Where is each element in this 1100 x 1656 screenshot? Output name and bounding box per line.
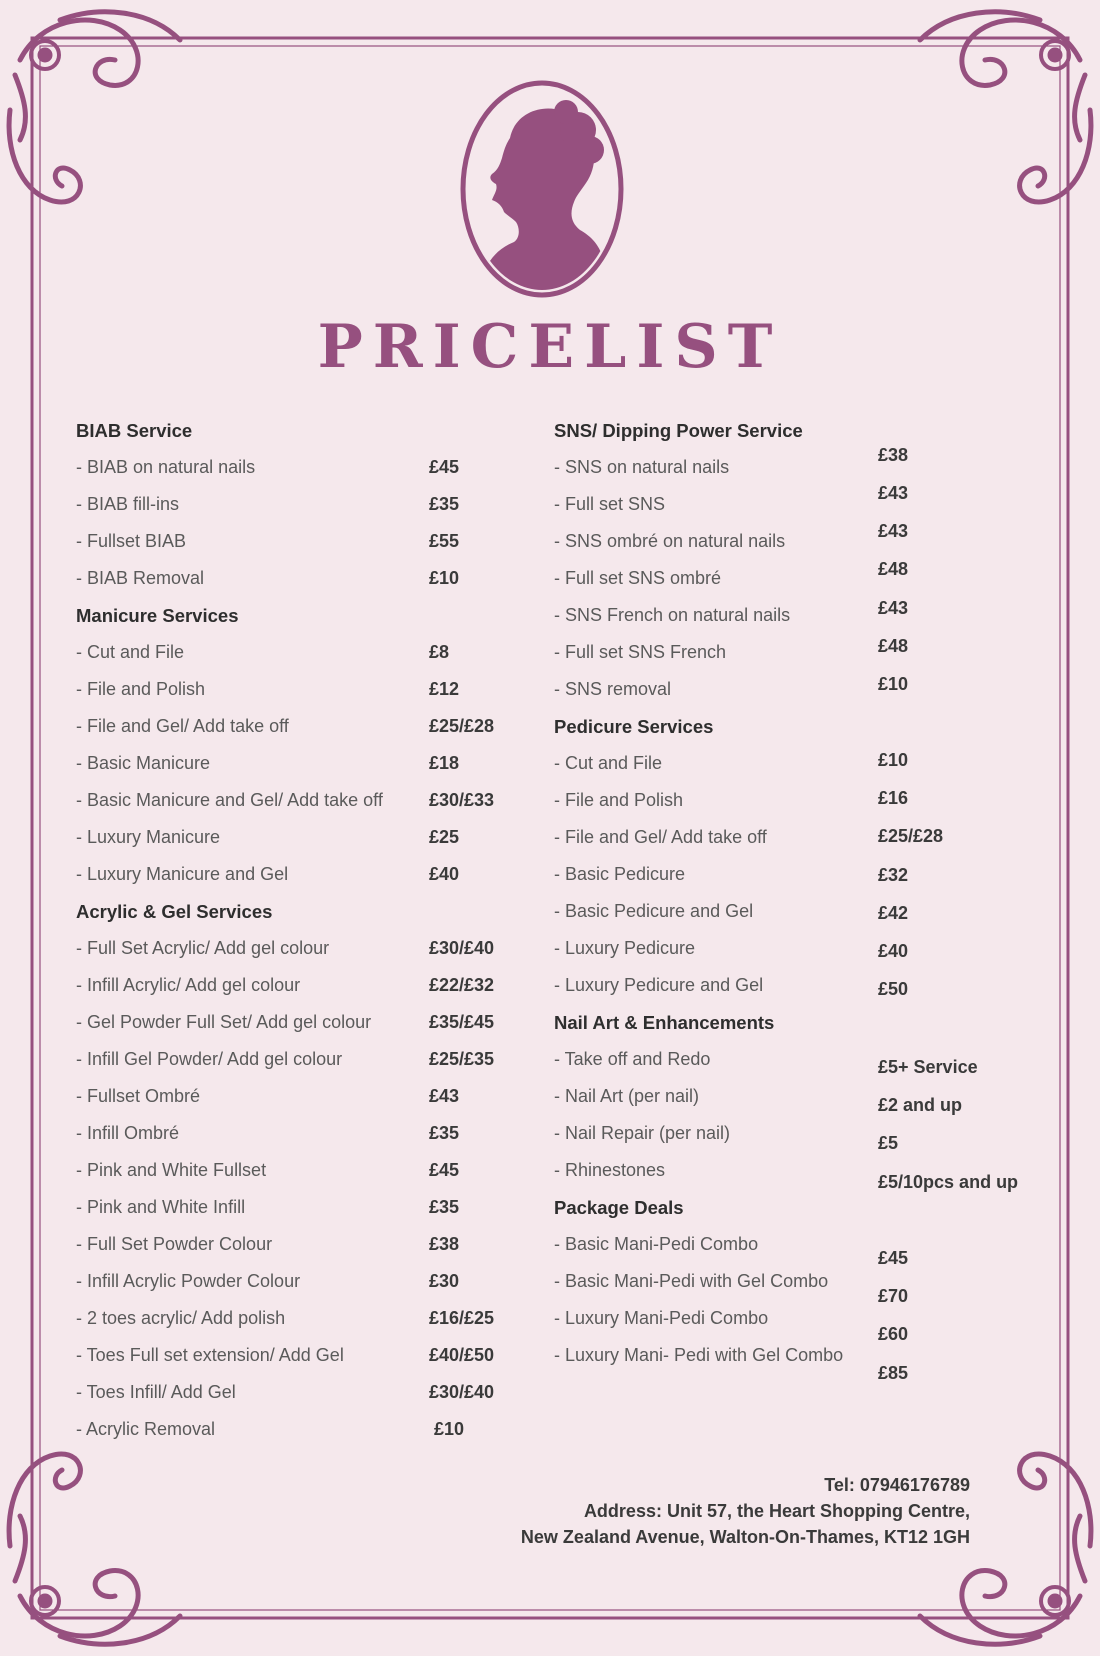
list-item <box>76 1152 516 1189</box>
list-item: - SNS ombré on natural nails <box>554 531 786 551</box>
item-price: £30/£40 <box>429 1382 495 1402</box>
item-name: - Luxury Manicure <box>76 827 221 847</box>
item-price: £10 <box>878 674 909 694</box>
item-name: - Fullset BIAB <box>76 531 187 551</box>
item-price: £45 <box>878 1248 909 1268</box>
item-name: - Infill Acrylic Powder Colour <box>76 1271 301 1291</box>
item-name: - Basic Manicure <box>76 753 211 773</box>
phone-number: Tel: 07946176789 <box>824 1475 970 1495</box>
item-price: £50 <box>878 979 909 999</box>
list-item <box>76 708 516 745</box>
section-heading-sns: SNS/ Dipping Power Service <box>554 420 803 441</box>
item-price: £70 <box>878 1286 909 1306</box>
left-column <box>76 412 516 1448</box>
list-item: - Nail Art (per nail) <box>554 1086 700 1106</box>
list-item <box>76 1078 516 1115</box>
item-price: £22/£32 <box>429 975 495 995</box>
item-name: - Fullset Ombré <box>76 1086 201 1106</box>
item-name: - Full Set Powder Colour <box>76 1234 273 1254</box>
list-item <box>76 634 516 671</box>
item-name: - Basic Manicure and Gel/ Add take off <box>76 790 383 810</box>
corner-scroll-top-left <box>9 12 180 202</box>
item-price: £30 <box>429 1271 460 1291</box>
item-name: - Gel Powder Full Set/ Add gel colour <box>76 1012 372 1032</box>
item-name: - Full Set Acrylic/ Add gel colour <box>76 938 330 958</box>
item-name: - File and Gel/ Add take off <box>76 716 289 736</box>
item-price: £16 <box>878 788 909 808</box>
corner-scroll-bottom-left <box>9 1454 180 1644</box>
list-item <box>76 1411 516 1448</box>
list-item <box>76 560 516 597</box>
list-item <box>76 671 516 708</box>
item-price: £38 <box>878 445 909 465</box>
list-item <box>76 449 516 486</box>
contact-block <box>521 1472 970 1550</box>
item-price: £5 <box>878 1133 899 1153</box>
list-item <box>76 1115 516 1152</box>
item-price: £43 <box>429 1086 460 1106</box>
list-item <box>76 1004 516 1041</box>
item-price: £60 <box>878 1324 909 1344</box>
item-price: £25/£28 <box>429 716 495 736</box>
item-name: - Toes Infill/ Add Gel <box>76 1382 236 1402</box>
item-price: £48 <box>878 559 909 579</box>
item-price: £5+ Service <box>878 1057 978 1077</box>
item-price: £43 <box>878 598 909 618</box>
section-heading-biab: BIAB Service <box>76 420 193 441</box>
item-price: £25 <box>429 827 460 847</box>
page-title: PRICELIST <box>317 312 783 382</box>
list-item: - Full set SNS <box>554 494 666 514</box>
item-price: £35/£45 <box>429 1012 495 1032</box>
item-price: £40/£50 <box>429 1345 495 1365</box>
right-column <box>554 412 1054 1374</box>
list-item <box>76 486 516 523</box>
item-name: - BIAB Removal <box>76 568 205 588</box>
item-price: £45 <box>429 1160 460 1180</box>
list-item: - Basic Pedicure <box>554 864 686 884</box>
section-heading-package: Package Deals <box>554 1197 684 1218</box>
item-name: - 2 toes acrylic/ Add polish <box>76 1308 286 1328</box>
item-price: £25/£28 <box>878 826 944 846</box>
item-price: £30/£40 <box>429 938 495 958</box>
item-price: £10 <box>434 1419 465 1439</box>
item-price: £35 <box>429 494 460 514</box>
item-price: £5/10pcs and up <box>878 1172 1019 1192</box>
item-price: £35 <box>429 1123 460 1143</box>
item-name: - Acrylic Removal <box>76 1419 216 1439</box>
item-price: £12 <box>429 679 460 699</box>
item-price: £42 <box>878 903 909 923</box>
item-price: £18 <box>429 753 460 773</box>
list-item: - Basic Pedicure and Gel <box>554 901 754 921</box>
list-item <box>76 1226 516 1263</box>
list-item: - Full set SNS ombré <box>554 568 722 588</box>
list-item: - SNS French on natural nails <box>554 605 791 625</box>
item-price: £55 <box>429 531 460 551</box>
list-item: - Basic Mani-Pedi Combo <box>554 1234 759 1254</box>
item-name: - Luxury Manicure and Gel <box>76 864 289 884</box>
item-price: £32 <box>878 865 909 885</box>
item-price: £10 <box>429 568 460 588</box>
list-item <box>76 856 516 893</box>
section-heading-pedicure: Pedicure Services <box>554 716 714 737</box>
item-name: - BIAB fill-ins <box>76 494 180 514</box>
list-item: - Full set SNS French <box>554 642 727 662</box>
address-line-1: Address: Unit 57, the Heart Shopping Centre, <box>583 1501 970 1521</box>
item-price: £35 <box>429 1197 460 1217</box>
item-name: - BIAB on natural nails <box>76 457 256 477</box>
item-name: - Pink and White Fullset <box>76 1160 267 1180</box>
list-item <box>76 1263 516 1300</box>
item-price: £45 <box>429 457 460 477</box>
item-price: £85 <box>878 1363 909 1383</box>
item-price: £25/£35 <box>429 1049 495 1069</box>
item-price: £10 <box>878 750 909 770</box>
list-item: - Rhinestones <box>554 1160 666 1180</box>
item-price: £43 <box>878 521 909 541</box>
section-heading-manicure: Manicure Services <box>76 605 239 626</box>
list-item: - Luxury Pedicure and Gel <box>554 975 764 995</box>
item-name: - Pink and White Infill <box>76 1197 246 1217</box>
item-name: - Infill Acrylic/ Add gel colour <box>76 975 301 995</box>
list-item: - Take off and Redo <box>554 1049 711 1069</box>
list-item: - File and Polish <box>554 790 684 810</box>
item-name: - Infill Ombré <box>76 1123 180 1143</box>
item-price: £43 <box>878 483 909 503</box>
corner-scroll-top-right <box>920 12 1091 202</box>
list-item <box>76 523 516 560</box>
list-item: - Basic Mani-Pedi with Gel Combo <box>554 1271 829 1291</box>
item-price: £30/£33 <box>429 790 495 810</box>
item-name: - File and Polish <box>76 679 206 699</box>
list-item <box>76 967 516 1004</box>
list-item <box>76 1300 516 1337</box>
section-heading-nail-art: Nail Art & Enhancements <box>554 1012 775 1033</box>
address-line-2: New Zealand Avenue, Walton-On-Thames, KT12 1GH <box>520 1527 970 1547</box>
item-name: - Cut and File <box>76 642 185 662</box>
list-item: - SNS removal <box>554 679 672 699</box>
item-name: - Toes Full set extension/ Add Gel <box>76 1345 344 1365</box>
item-price: £16/£25 <box>429 1308 495 1328</box>
list-item <box>76 930 516 967</box>
item-price: £48 <box>878 636 909 656</box>
section-heading-acrylic-gel: Acrylic & Gel Services <box>76 901 273 922</box>
item-price: £2 and up <box>878 1095 963 1115</box>
list-item: - Luxury Pedicure <box>554 938 696 958</box>
list-item <box>76 819 516 856</box>
list-item: - Luxury Mani-Pedi Combo <box>554 1308 769 1328</box>
list-item: - Cut and File <box>554 753 663 773</box>
list-item <box>76 1374 516 1411</box>
list-item <box>76 745 516 782</box>
item-price: £38 <box>429 1234 460 1254</box>
item-price: £8 <box>429 642 450 662</box>
item-price: £40 <box>878 941 909 961</box>
item-price: £40 <box>429 864 460 884</box>
lady-silhouette-cameo-logo <box>458 78 626 300</box>
list-item <box>76 1041 516 1078</box>
list-item <box>76 1337 516 1374</box>
list-item <box>76 782 516 819</box>
list-item: - Luxury Mani- Pedi with Gel Combo <box>554 1345 844 1365</box>
list-item: - SNS on natural nails <box>554 457 730 477</box>
list-item: - File and Gel/ Add take off <box>554 827 767 847</box>
list-item <box>76 1189 516 1226</box>
list-item: - Nail Repair (per nail) <box>554 1123 731 1143</box>
item-name: - Infill Gel Powder/ Add gel colour <box>76 1049 343 1069</box>
